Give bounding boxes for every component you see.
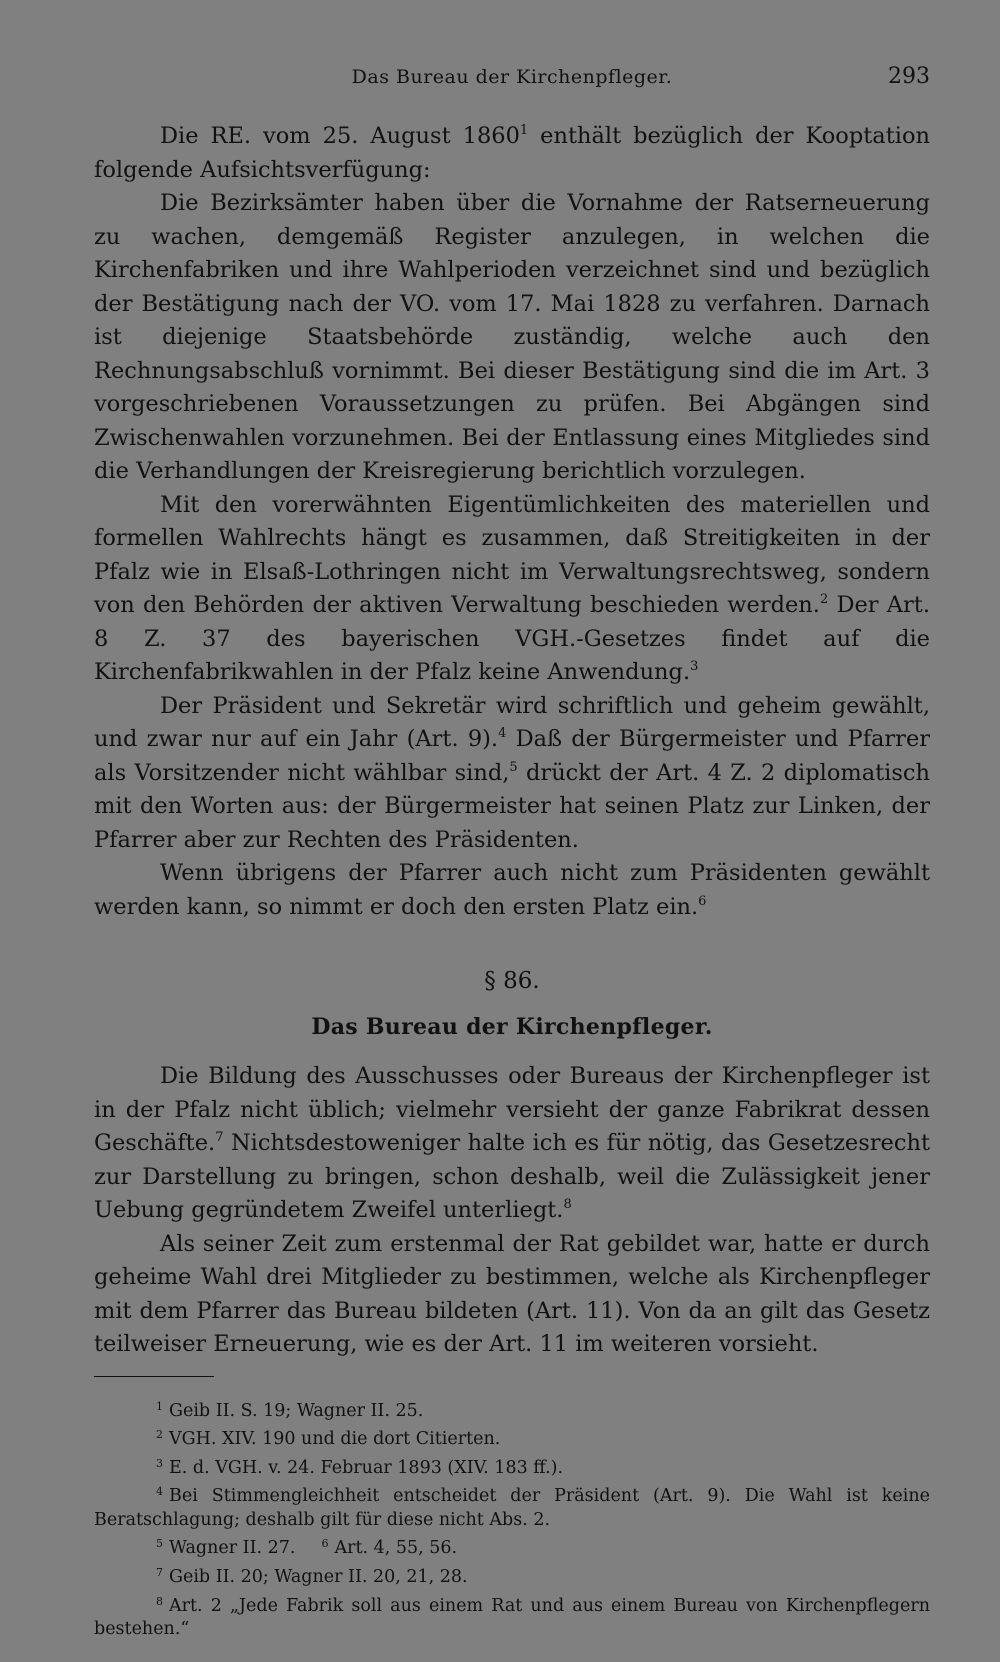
footnote-text: Geib II. 20; Wagner II. 20, 21, 28. — [169, 1567, 468, 1588]
footnote-text: Geib II. S. 19; Wagner II. 25. — [169, 1400, 424, 1421]
paragraph-text: Der Art. 8 Z. 37 des bayerischen VGH.-Gesetzes findet auf die Kirchenfabrikwahlen in der Pfalz keine Anwendung. — [94, 592, 930, 685]
main-text — [94, 120, 930, 1642]
footnote-text: VGH. XIV. 190 und die dort Citierten. — [169, 1429, 501, 1450]
paragraph-text: Wenn übrigens der Pfarrer auch nicht zum Präsidenten gewählt werden kann, so nimmt er doch den ersten Platz ein. — [94, 860, 930, 920]
paragraph-text: Die Bezirksämter haben über die Vornahme der Ratserneuerung zu wachen, demgemäß Register anzulegen, in welchen die Kirchenfabriken und ihre Wahlperioden verzeichnet sind und bezüglich der Bestätigung nach der VO. vom 17. Mai 1828 zu verfahren. Darnach ist diejenige Staatsbehörde zuständig, welche auch den Rechnungsabschluß vornimmt. Bei dieser Bestätigung sind die im Art. 3 vorgeschriebenen Voraussetzungen zu prüfen. Bei Abgängen sind Zwischenwahlen vorzunehmen. Bei der Entlassung eines Mitgliedes sind die Verhandlungen der Kreisregierung berichtlich vorzulegen. — [94, 190, 930, 484]
paragraph-text: Daß der Bürgermeister und Pfarrer als Vorsitzender nicht wählbar sind, — [94, 726, 931, 786]
paragraph-1 — [94, 120, 930, 187]
footnote-mark: 3 — [156, 1456, 163, 1470]
paragraph-2 — [94, 187, 930, 489]
paragraph-text: Der Präsident und Sekretär wird schriftlich und geheim gewählt, und zwar nur auf ein Jahr (Art. 9). — [94, 692, 930, 752]
footnote-mark: 4 — [156, 1485, 163, 1499]
footnote-mark: 7 — [156, 1566, 163, 1580]
footnote — [94, 1452, 930, 1481]
section-title: Das Bureau der Kirchenpfleger. — [311, 1014, 713, 1040]
running-title: Das Bureau der Kirchenpfleger. — [351, 66, 673, 88]
footnote — [94, 1590, 930, 1642]
section-paragraph-2 — [94, 1228, 930, 1362]
section-paragraph-1 — [94, 1060, 930, 1228]
footnotes — [94, 1395, 930, 1642]
footnote-mark: 8 — [156, 1594, 163, 1608]
footnote-mark: 5 — [156, 1537, 163, 1551]
paragraph-text: enthält bezüglich der Kooptation folgende Aufsichtsverfügung: — [94, 123, 930, 183]
footnote-ref: 5 — [509, 759, 518, 775]
footnote-ref: 1 — [519, 123, 529, 138]
footnote-text: Art. 2 „Jede Fabrik soll aus einem Rat und aus einem Bureau von Kirchenpflegern bestehen.“ — [94, 1595, 930, 1640]
paragraph-5 — [94, 857, 930, 924]
footnote-ref: 8 — [563, 1197, 572, 1212]
footnote-mark: 2 — [156, 1428, 163, 1442]
running-head — [94, 66, 930, 96]
paragraph-text: Nichtsdestoweniger halte ich es für nötig, das Gesetzesrecht zur Darstellung zu bringen, schon deshalb, weil die Zulässigkeit jener Uebung gegründetem Zweifel unterliegt. — [94, 1130, 930, 1223]
footnote-text: E. d. VGH. v. 24. Februar 1893 (XIV. 183 ff.). — [169, 1457, 564, 1478]
footnote — [94, 1423, 930, 1452]
footnote-mark: 6 — [321, 1537, 329, 1551]
paragraph-text: drückt der Art. 4 Z. 2 diplomatisch mit den Worten aus: der Bürgermeister hat seinen Platz zur Linken, der Pfarrer aber zur Rechten des Präsidenten. — [94, 759, 930, 853]
footnote-ref: 2 — [819, 592, 829, 607]
paragraph-text: Die RE. vom 25. August 1860 — [160, 123, 520, 149]
footnote-ref: 3 — [690, 659, 699, 674]
section-number: § 86. — [484, 968, 540, 994]
footnote — [94, 1395, 930, 1424]
paragraph-3 — [94, 489, 930, 690]
footnote — [94, 1480, 930, 1532]
page-number: 293 — [888, 64, 930, 89]
footnote-ref: 7 — [215, 1130, 224, 1145]
paragraph-text: Mit den vorerwähnten Eigentümlichkeiten des materiellen und formellen Wahlrechts hängt es zusammen, daß Streitigkeiten in der Pfalz wie in Elsaß-Lothringen nicht im Verwaltungsrechtsweg, sondern von den Behörden der aktiven Verwaltung beschieden werden. — [94, 491, 930, 618]
footnote-ref: 6 — [698, 893, 707, 909]
footnote-text: Bei Stimmengleichheit entscheidet der Präsident (Art. 9). Die Wahl ist keine Beratschlagung; deshalb gilt für diese nicht Abs. 2. — [94, 1486, 930, 1530]
paragraph-text: Die Bildung des Ausschusses oder Bureaus der Kirchenpfleger ist in der Pfalz nicht üblich; vielmehr versieht der ganze Fabrikrat dessen Geschäfte. — [94, 1063, 930, 1156]
footnote — [94, 1561, 930, 1590]
paragraph-4 — [94, 690, 930, 858]
footnote-ref: 4 — [498, 726, 507, 741]
footnote-mark: 1 — [156, 1399, 163, 1413]
footnote-divider — [94, 1376, 214, 1377]
paragraph-text: Als seiner Zeit zum erstenmal der Rat gebildet war, hatte er durch geheime Wahl drei Mitglieder zu bestimmen, welche als Kirchenpfleger mit dem Pfarrer das Bureau bildeten (Art. 11). Von da an gilt das Gesetz teilweiser Erneuerung, wie es der Art. 11 im weiteren vorsieht. — [94, 1230, 930, 1357]
footnote-text: Art. 4, 55, 56. — [334, 1538, 458, 1559]
footnote-text: Wagner II. 27. — [169, 1538, 296, 1559]
footnote — [94, 1532, 930, 1561]
